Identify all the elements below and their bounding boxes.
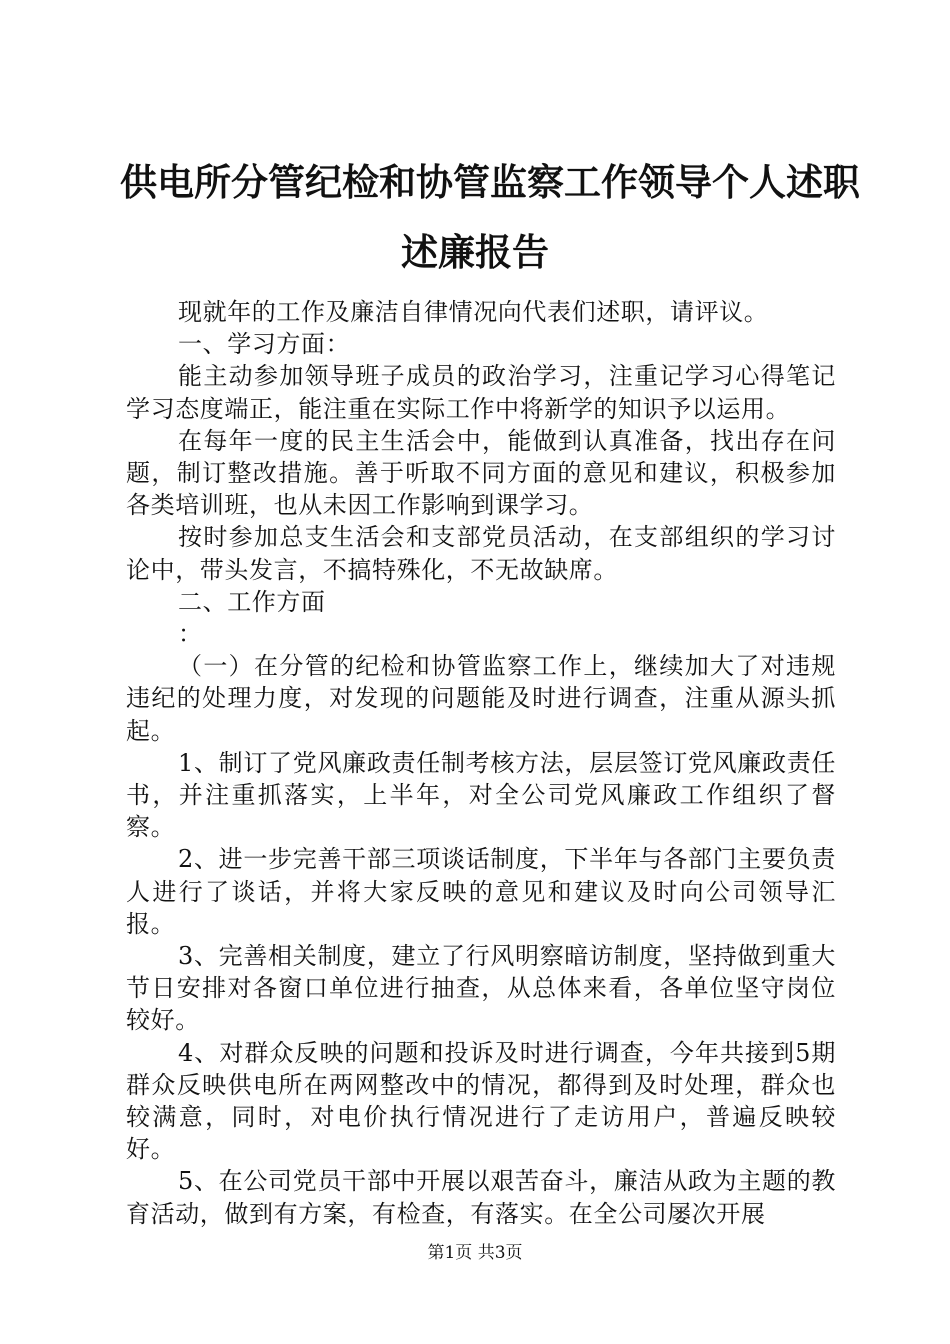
document-body [126, 296, 836, 1230]
paragraph: 2、进一步完善干部三项谈话制度，下半年与各部门主要负责人进行了谈话，并将大家反映的意见和建议及时向公司领导汇报。 [126, 845, 836, 938]
paragraph: 在每年一度的民主生活会中，能做到认真准备，找出存在问题，制订整改措施。善于听取不同方面的意见和建议，积极参加各类培训班，也从未因工作影响到课学习。 [126, 426, 836, 520]
paragraph-intro: 现就年的工作及廉洁自律情况向代表们述职，请评议。 [178, 298, 769, 326]
section-heading-study: 一、学习方面： [178, 330, 351, 359]
paragraph: （一）在分管的纪检和协管监察工作上，继续加大了对违规违纪的处理力度，对发现的问题能及时进行调查，注重从源头抓起。 [126, 652, 836, 745]
section-heading-work: 二、工作方面 [178, 587, 326, 616]
paragraph: 3、完善相关制度，建立了行风明察暗访制度，坚持做到重大节日安排对各窗口单位进行抽查，从总体来看，各单位坚守岗位较好。 [126, 942, 836, 1035]
document-title-line-1: 供电所分管纪检和协管监察工作领导个人述职 [120, 160, 860, 204]
section-heading-colon: ： [178, 620, 203, 649]
paragraph: 4、对群众反映的问题和投诉及时进行调查，今年共接到5期群众反映供电所在两网整改中的情况，都得到及时处理，群众也较满意，同时，对电价执行情况进行了走访用户，普遍反映较好。 [126, 1038, 836, 1164]
paragraph: 5、在公司党员干部中开展以艰苦奋斗，廉洁从政为主题的教育活动，做到有方案，有检查，有落实。在全公司屡次开展 [126, 1167, 836, 1228]
page-number-footer: 第1页 共3页 [427, 1243, 523, 1263]
paragraph: 1、制订了党风廉政责任制考核方法，层层签订党风廉政责任书，并注重抓落实，上半年，对全公司党风廉政工作组织了督察。 [126, 748, 836, 842]
paragraph: 按时参加总支生活会和支部党员活动，在支部组织的学习讨论中，带头发言，不搞特殊化，不无故缺席。 [126, 523, 836, 584]
document-title-line-2: 述廉报告 [401, 230, 549, 274]
paragraph: 能主动参加领导班子成员的政治学习，注重记学习心得笔记学习态度端正，能注重在实际工作中将新学的知识予以运用。 [126, 362, 836, 423]
